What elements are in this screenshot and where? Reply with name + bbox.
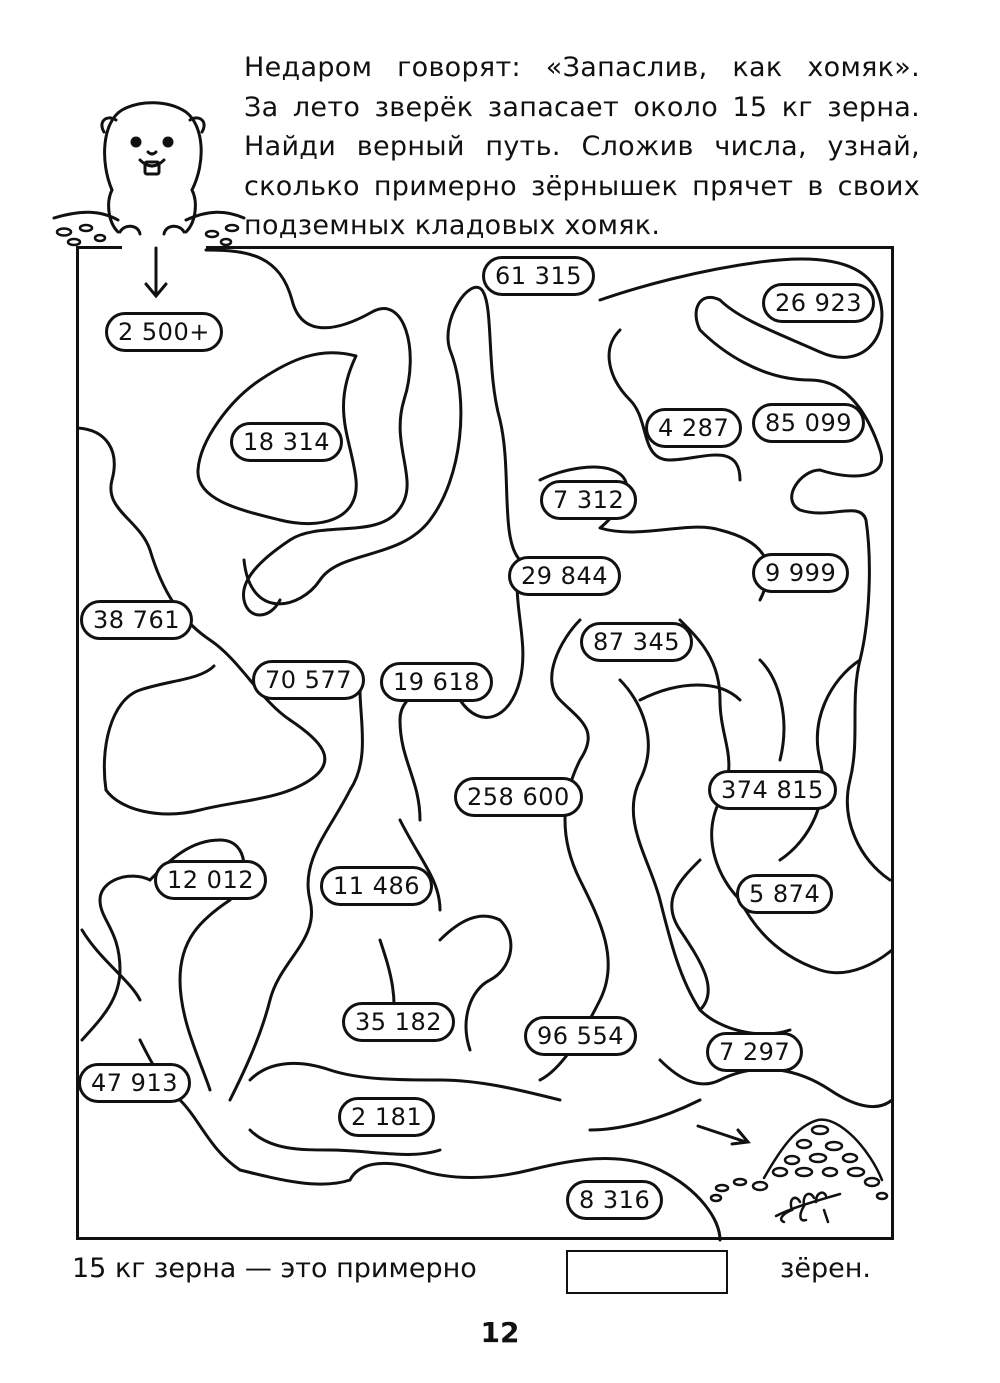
answer-prefix: 15 кг зерна — это примерно <box>72 1253 477 1284</box>
maze-number: 2 181 <box>338 1097 435 1137</box>
maze-number: 258 600 <box>454 777 583 817</box>
grain-pile-icon <box>700 1110 890 1230</box>
arrow-down-icon <box>140 244 172 300</box>
page-number: 12 <box>480 1316 520 1349</box>
maze-number-start: 2 500+ <box>105 312 223 352</box>
maze-number: 47 913 <box>78 1063 191 1103</box>
maze-number: 9 999 <box>752 553 849 593</box>
task-line-2: За лето зверёк запасает около 15 кг зерна. <box>244 91 920 123</box>
maze-number: 19 618 <box>380 662 493 702</box>
maze-number: 374 815 <box>708 770 837 810</box>
maze-number: 26 923 <box>762 283 875 323</box>
maze-number: 61 315 <box>482 256 595 296</box>
answer-suffix: зёрен. <box>780 1253 871 1284</box>
maze-number: 7 312 <box>540 480 637 520</box>
task-line-5: подземных кладовых хомяк. <box>244 210 661 241</box>
maze-number: 11 486 <box>320 866 433 906</box>
task-line-3: Найди верный путь. Сложив числа, узнай, <box>244 131 920 162</box>
maze-number: 7 297 <box>706 1032 803 1072</box>
maze-number-end: 8 316 <box>566 1180 663 1220</box>
maze-number: 29 844 <box>508 556 621 596</box>
maze-number: 85 099 <box>752 403 865 443</box>
maze-number: 5 874 <box>736 874 833 914</box>
maze-number: 96 554 <box>524 1016 637 1056</box>
answer-input-box[interactable] <box>566 1250 728 1294</box>
task-line-4: сколько примерно зёрнышек прячет в своих <box>244 170 920 202</box>
maze-number: 87 345 <box>580 622 693 662</box>
maze-number: 38 761 <box>80 600 193 640</box>
maze-number: 12 012 <box>154 860 267 900</box>
task-line-1: Недаром говорят: «Запаслив, как хомяк». <box>244 52 920 83</box>
maze-number: 70 577 <box>252 660 365 700</box>
maze-number: 18 314 <box>230 422 343 462</box>
maze-number: 35 182 <box>342 1002 455 1042</box>
maze-number: 4 287 <box>645 408 742 448</box>
